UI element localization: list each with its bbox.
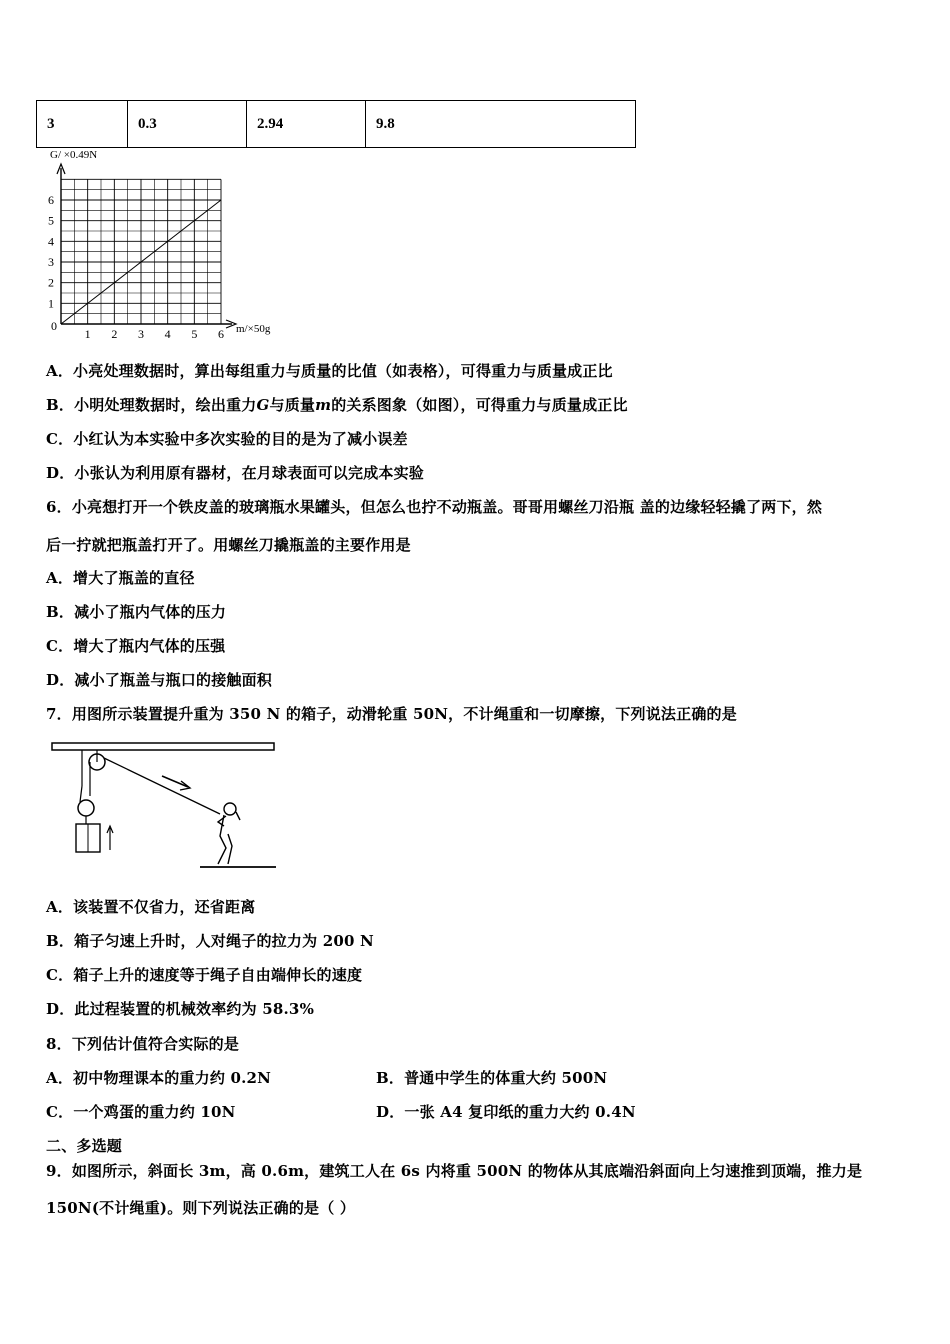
movable-pulley [78, 800, 94, 816]
x-tick-label: 6 [218, 327, 224, 341]
y-tick-label: 6 [48, 193, 54, 207]
q6-option-a: A．增大了瓶盖的直径 [46, 569, 195, 587]
origin-label: 0 [51, 319, 57, 333]
q8-option-a: A．初中物理课本的重力约 0.2N [46, 1069, 272, 1087]
q5-option-b-part2: 与质量 [269, 396, 316, 414]
q6-option-d: D．减小了瓶盖与瓶口的接触面积 [46, 671, 273, 689]
pulley-diagram [50, 736, 290, 876]
q6-stem-line2: 后一拧就把瓶盖打开了。用螺丝刀撬瓶盖的主要作用是 [46, 536, 411, 554]
x-tick-label: 2 [111, 327, 118, 341]
x-tick-label: 5 [191, 327, 198, 341]
q5-option-b [46, 394, 628, 415]
x-tick-label: 1 [84, 327, 91, 341]
q5-option-c: C．小红认为本实验中多次实验的目的是为了减小误差 [46, 430, 408, 448]
data-table [36, 100, 636, 148]
q5-option-b-part3: 的关系图象（如图），可得重力与质量成正比 [331, 396, 628, 414]
y-tick-label: 5 [48, 213, 54, 228]
x-axis-label: m/×50g [236, 323, 271, 335]
q7-option-a: A．该装置不仅省力，还省距离 [46, 898, 256, 916]
graph-grid [61, 179, 221, 324]
x-tick-labels [85, 327, 224, 341]
rope-to-man [104, 758, 220, 814]
motion-arrow [162, 776, 188, 787]
ceiling-beam [52, 743, 274, 750]
x-tick-label: 4 [164, 327, 171, 341]
y-tick-label: 1 [48, 296, 54, 311]
q8-option-b: B．普通中学生的体重大约 500N [376, 1069, 608, 1087]
q5-option-a: A．小亮处理数据时，算出每组重力与质量的比值（如表格），可得重力与质量成正比 [46, 362, 613, 380]
table-cell: 3 [37, 101, 128, 148]
g-m-graph [36, 146, 296, 346]
var-m: m [315, 396, 332, 414]
q7-option-b: B．箱子匀速上升时，人对绳子的拉力为 200 N [46, 932, 374, 950]
table-cell: 2.94 [247, 101, 366, 148]
table-cell: 0.3 [128, 101, 247, 148]
table-row [37, 101, 636, 148]
q5-option-b-part1: B．小明处理数据时，绘出重力 [46, 396, 257, 414]
rope [80, 786, 82, 802]
q9-stem-line1: 9．如图所示，斜面长 3m，高 0.6m，建筑工人在 6s 内将重 500N 的物体从其底端沿斜面向上匀速推到顶端，推力是 [46, 1162, 863, 1180]
y-tick-label: 2 [48, 275, 54, 290]
y-tick-labels [48, 193, 54, 310]
section-title: 二、多选题 [46, 1137, 123, 1155]
q7-stem: 7．用图所示装置提升重为 350 N 的箱子，动滑轮重 50N，不计绳重和一切摩擦，下列说法正确的是 [46, 705, 737, 723]
q8-option-d: D．一张 A4 复印纸的重力大约 0.4N [376, 1103, 636, 1121]
q7-option-d: D．此过程装置的机械效率约为 58.3% [46, 1000, 315, 1018]
q8-stem: 8．下列估计值符合实际的是 [46, 1035, 240, 1053]
q8-option-c: C．一个鸡蛋的重力约 10N [46, 1103, 236, 1121]
q9-stem-line2: 150N(不计绳重)。则下列说法正确的是（ ） [46, 1199, 356, 1217]
q6-option-b: B．减小了瓶内气体的压力 [46, 603, 227, 621]
table-cell: 9.8 [366, 101, 636, 148]
y-tick-label: 3 [48, 255, 54, 269]
var-g: G [256, 396, 270, 414]
q7-option-c: C．箱子上升的速度等于绳子自由端伸长的速度 [46, 966, 363, 984]
man-figure [218, 803, 240, 864]
q5-option-d: D．小张认为利用原有器材，在月球表面可以完成本实验 [46, 464, 425, 482]
q6-stem-line1: 6．小亮想打开一个铁皮盖的玻璃瓶水果罐头，但怎么也拧不动瓶盖。哥哥用螺丝刀沿瓶 盖的边缘轻轻撬了两下，然 [46, 498, 823, 516]
x-tick-label: 3 [138, 327, 144, 341]
y-axis-label: G/ ×0.49N [50, 149, 98, 161]
q6-option-c: C．增大了瓶内气体的压强 [46, 637, 226, 655]
y-tick-label: 4 [48, 234, 54, 249]
